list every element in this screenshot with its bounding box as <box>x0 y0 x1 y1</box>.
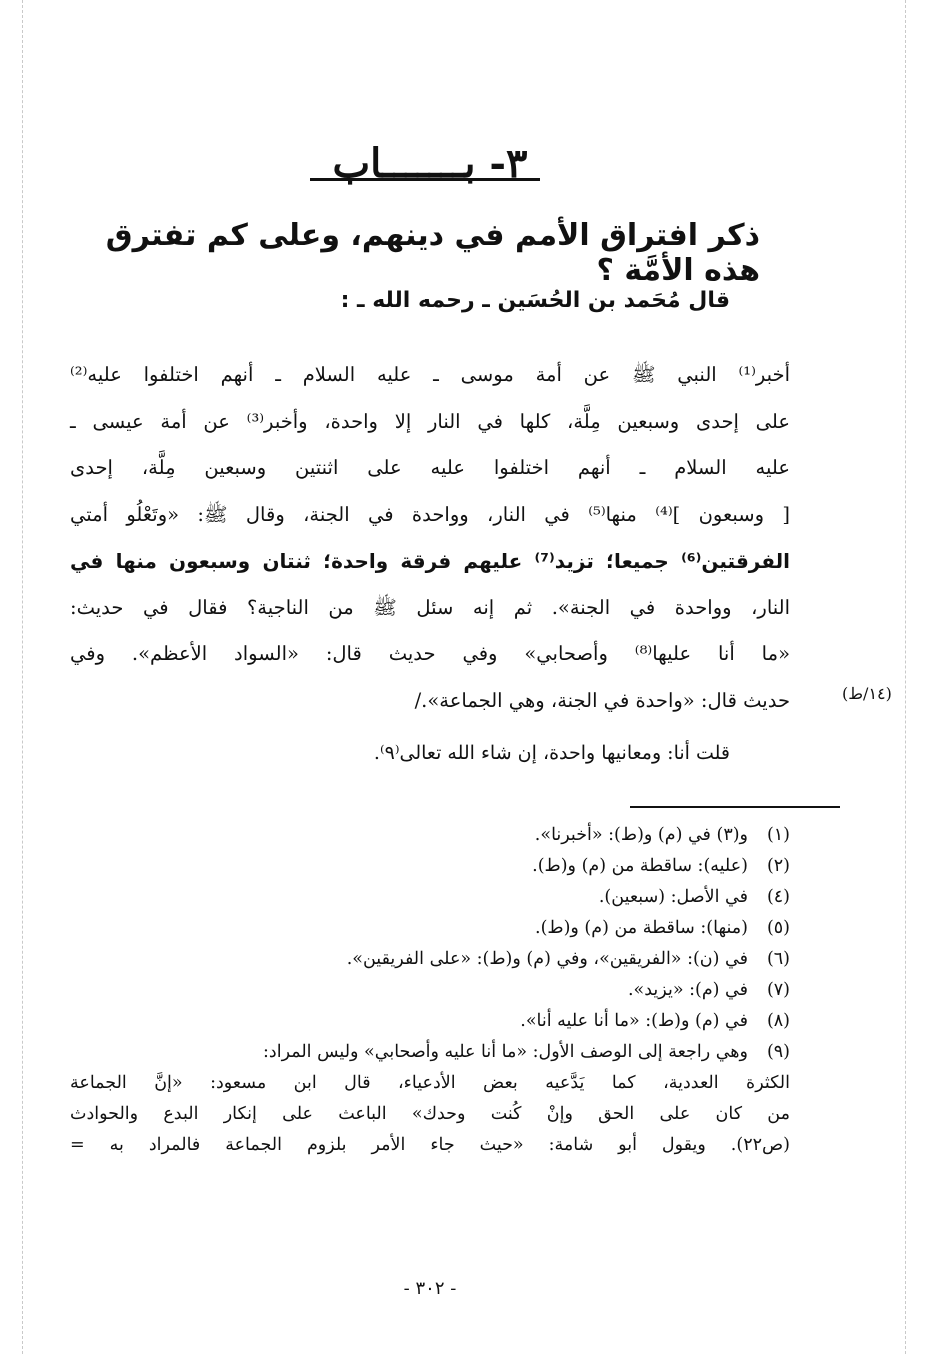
footnote-item <box>70 913 790 944</box>
page-number: - ٣٠٢ - <box>403 1278 457 1299</box>
footnote-text: و(٣) في (م) و(ط): «أخبرنا». <box>534 825 748 845</box>
footnote-text: (منها): ساقطة من (م) و(ط). <box>535 918 748 938</box>
footnote-number: (٨) <box>766 1011 790 1031</box>
body-line: عليه السلام ـ أنهم اختلفوا عليه على اثنتين وسبعين مِلَّة، إحدى <box>70 456 790 479</box>
body-line: [ وسبعون ]⁽⁴⁾ منها⁽⁵⁾ في النار، وواحدة في الجنة، وقال ﷺ: «وتَعْلُو أمتي <box>70 502 790 526</box>
footnote-item <box>70 944 790 975</box>
footnote-text: وهي راجعة إلى الوصف الأول: «ما أنا عليه وأصحابي» وليس المراد: <box>263 1042 748 1062</box>
footnote-item <box>70 820 790 851</box>
document-page <box>70 0 790 1354</box>
chapter-title: ٣- بـــــــاب <box>332 140 528 187</box>
body-line: النار، وواحدة في الجنة». ثم إنه سئل ﷺ من الناجية؟ فقال في حديث: <box>70 595 790 619</box>
footnote-continuation: (ص٢٢). ويقول أبو شامة: «حيث جاء الأمر بلزوم الجماعة فالمراد به = <box>70 1135 790 1155</box>
body-line: الفرقتين⁽⁶⁾ جميعا؛ تزيد⁽⁷⁾ عليهم فرقة واحدة؛ ثنتان وسبعون منها في <box>70 549 790 573</box>
footnote-number: (١) <box>766 825 790 845</box>
chapter-underline <box>310 178 540 181</box>
body-line: حديث قال: «واحدة في الجنة، وهي الجماعة»./ <box>414 688 790 712</box>
right-margin-guide <box>905 0 906 1354</box>
footnote-number: (٢) <box>766 856 790 876</box>
footnote-number: (٩) <box>766 1042 790 1062</box>
footnote-continuation: من كان على الحق وإنْ كُنت وحدك» الباعث على إنكار البدع والحوادث <box>70 1104 790 1124</box>
footnote-continuation: الكثرة العددية، كما يَدَّعيه بعض الأدعياء، قال ابن مسعود: «إنَّ الجماعة <box>70 1073 790 1093</box>
footnote-text: في (ن): «الفريقين»، وفي (م) و(ط): «على الفريقين». <box>346 949 748 969</box>
left-margin-guide <box>22 0 23 1354</box>
footnote-item <box>70 1037 790 1068</box>
footnote-separator <box>630 806 840 808</box>
footnote-text: (عليه): ساقطة من (م) و(ط). <box>532 856 748 876</box>
footnote-number: (٥) <box>766 918 790 938</box>
main-text <box>70 352 790 724</box>
footnote-number: (٦) <box>766 949 790 969</box>
footnote-item <box>70 1006 790 1037</box>
manuscript-reference: (١٤/ط) <box>842 684 892 703</box>
body-line: «ما أنا عليها⁽⁸⁾ وأصحابي» وفي حديث قال: «السواد الأعظم». وفي <box>70 642 790 665</box>
section-heading: ذكر افتراق الأمم في دينهم، وعلى كم تفترق هذه الأمَّة ؟ <box>105 218 760 288</box>
footnote-number: (٧) <box>766 980 790 1000</box>
footnote-item <box>70 851 790 882</box>
footnote-text: في (م): «يزيد». <box>627 980 748 1000</box>
footnote-number: (٤) <box>766 887 790 907</box>
footnote-text: في (م) و(ط): «ما أنا عليه أنا». <box>520 1011 748 1031</box>
footnotes <box>70 820 790 1161</box>
narrator-line: قال مُحَمد بن الحُسَين ـ رحمه الله ـ : <box>340 288 730 313</box>
body-line: أخبر⁽¹⁾ النبي ﷺ عن أمة موسى ـ عليه السلام ـ أنهم اختلفوا عليه⁽²⁾ <box>70 363 790 386</box>
body-line: على إحدى وسبعين مِلَّة، كلها في النار إلا واحدة، وأخبر⁽³⁾ عن أمة عيسى ـ <box>70 409 790 433</box>
footnote-text: في الأصل: (سبعين). <box>598 887 748 907</box>
footnote-item <box>70 882 790 913</box>
footnote-item <box>70 975 790 1006</box>
author-remark: قلت أنا: ومعانيها واحدة، إن شاء الله تعالى⁽٩⁾. <box>373 742 730 764</box>
